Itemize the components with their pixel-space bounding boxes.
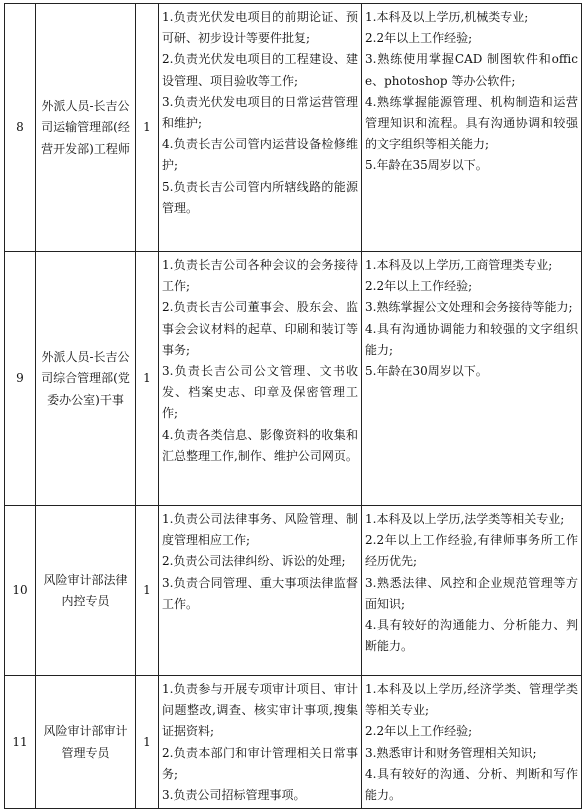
- headcount: 1: [136, 252, 159, 506]
- requirement-item: 1.本科及以上学历,经济学类、管理学类等相关专业;: [365, 682, 578, 718]
- requirements-cell: [362, 4, 582, 252]
- row-number: 11: [5, 676, 36, 809]
- duties-cell: [159, 506, 362, 676]
- requirements-cell: [362, 252, 582, 506]
- requirement-item: 2.2年以上工作经验;: [365, 279, 473, 294]
- requirement-item: 4.具有较好的沟通能力、分析能力、判断能力。: [365, 618, 578, 654]
- post-name: 外派人员-长吉公司综合管理部(党委办公室)干事: [36, 252, 136, 506]
- duty-item: 3.负责长吉公司公文管理、文书收发、档案史志、印章及保密管理工作;: [162, 364, 358, 421]
- headcount: 1: [136, 676, 159, 809]
- duty-item: 3.负责合同管理、重大事项法律监督工作。: [162, 575, 358, 611]
- duty-item: 2.负责长吉公司董事会、股东会、监事会会议材料的起草、印刷和装订等事务;: [162, 300, 358, 357]
- requirement-item: 5.年龄在35周岁以下。: [365, 158, 488, 173]
- duty-item: 5.负责长吉公司管内所辖线路的能源管理。: [162, 179, 358, 215]
- duty-item: 1.负责长吉公司各种会议的会务接待工作;: [162, 258, 358, 294]
- post-name: 外派人员-长吉公司运输管理部(经营开发部)工程师: [36, 4, 136, 252]
- row-number: 8: [5, 4, 36, 252]
- requirement-item: 3.熟练掌握公文处理和会务接待等能力;: [365, 300, 573, 315]
- job-table: [4, 3, 582, 809]
- requirement-item: 1.本科及以上学历,法学类等相关专业;: [365, 512, 565, 526]
- requirement-item: 2.2年以上工作经验,有律师事务所工作经历优先;: [365, 533, 578, 569]
- requirement-item: 4.具有沟通协调能力和较强的文字组织能力;: [365, 321, 578, 357]
- duties-cell: [159, 4, 362, 252]
- duty-item: 1.负责公司法律事务、风险管理、制度管理相应工作;: [162, 512, 358, 548]
- duty-item: 2.负责光伏发电项目的工程建设、建设管理、项目验收等工作;: [162, 52, 358, 88]
- headcount: 1: [136, 506, 159, 676]
- post-name: 风险审计部审计管理专员: [36, 676, 136, 809]
- row-number: 10: [5, 506, 36, 676]
- duties-cell: [159, 676, 362, 809]
- table-row: [5, 4, 582, 252]
- duty-item: 1.负责参与开展专项审计项目、审计问题整改,调查、核实审计事项,搜集证据资料;: [162, 682, 358, 739]
- duty-item: 3.负责光伏发电项目的日常运营管理和维护;: [162, 94, 358, 131]
- requirement-item: 1.本科及以上学历,机械类专业;: [365, 10, 529, 24]
- duty-item: 4.负责长吉公司管内运营设备检修维护;: [162, 137, 358, 173]
- table-row: [5, 506, 582, 676]
- duties-cell: [159, 252, 362, 506]
- requirement-item: 3.熟悉审计和财务管理相关知识;: [365, 745, 537, 760]
- post-name: 风险审计部法律内控专员: [36, 506, 136, 676]
- duty-item: 3.负责公司招标管理事项。: [162, 788, 306, 803]
- duty-item: 2.负责公司法律纠纷、诉讼的处理;: [162, 554, 346, 569]
- duty-item: 2.负责本部门和审计管理相关日常事务;: [162, 745, 358, 781]
- table-row: [5, 676, 582, 809]
- requirement-item: 4.具有较好的沟通、分析、判断和写作能力。: [365, 766, 578, 803]
- requirement-item: 2.2年以上工作经验;: [365, 724, 473, 739]
- duty-item: 1.负责光伏发电项目的前期论证、预可研、初步设计等要件批复;: [162, 10, 358, 46]
- requirement-item: 3.熟练使用掌握CAD 制图软件和office、photoshop 等办公软件;: [365, 52, 578, 88]
- duty-item: 4.负责各类信息、影像资料的收集和汇总整理工作,制作、维护公司网页。: [162, 427, 358, 463]
- requirement-item: 1.本科及以上学历,工商管理类专业;: [365, 258, 553, 272]
- requirement-item: 2.2年以上工作经验;: [365, 31, 473, 46]
- requirement-item: 3.熟悉法律、风控和企业规范管理等方面知识;: [365, 575, 578, 611]
- requirement-item: 5.年龄在30周岁以下。: [365, 364, 488, 379]
- requirement-item: 4.熟练掌握能源管理、机构制造和运营管理知识和流程。具有沟通协调和较强的文字组织等相关能力;: [365, 94, 578, 152]
- table-row: [5, 252, 582, 506]
- requirements-cell: [362, 506, 582, 676]
- requirements-cell: [362, 676, 582, 809]
- row-number: 9: [5, 252, 36, 506]
- headcount: 1: [136, 4, 159, 252]
